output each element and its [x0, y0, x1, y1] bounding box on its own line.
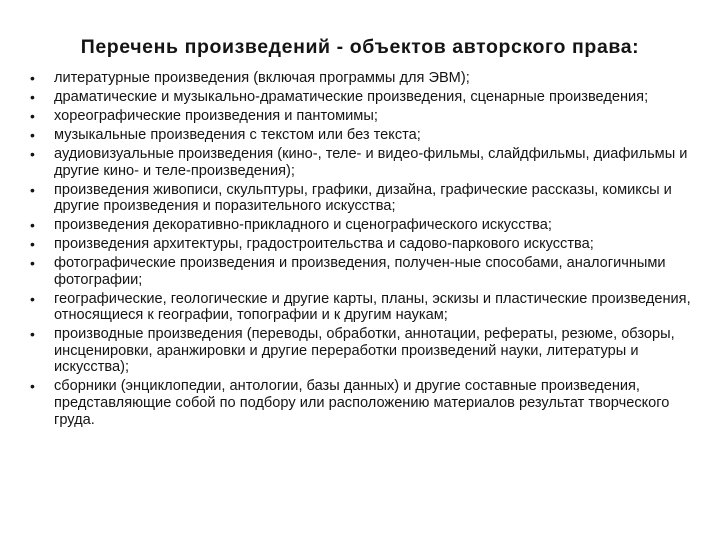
list-item	[28, 378, 692, 428]
list-item-text: сборники (энциклопедии, антологии, базы данных) и другие составные произведения, представляющие собой по подбору или расположению материалов результат творческого груда.	[54, 378, 670, 428]
list-item-text: производные произведения (переводы, обработки, аннотации, рефераты, резюме, обзоры, инсценировки, аранжировки и другие переработки произведений науки, литературы и искусства);	[54, 326, 675, 376]
list-item-text: географические, геологические и другие карты, планы, эскизы и пластические произведения, относящиеся к географии, топографии и к другим наукам;	[54, 290, 691, 324]
list-item-text: драматические и музыкально-драматические произведения, сценарные произведения;	[54, 88, 649, 105]
bullet-icon: •	[30, 70, 35, 86]
list-item	[28, 326, 692, 376]
list-item	[28, 146, 692, 179]
list-item-text: хореографические произведения и пантомимы;	[54, 107, 378, 124]
list-item	[28, 291, 692, 324]
list-item-text: произведения архитектуры, градостроительства и садово-паркового искусства;	[54, 236, 594, 253]
list-item-text: фотографические произведения и произведения, получен-ные способами, аналогичными фотографии;	[54, 255, 666, 288]
list-item-text: аудиовизуальные произведения (кино-, теле- и видео-фильмы, слайдфильмы, диафильмы и другие кино- и теле-произведения);	[54, 145, 688, 179]
bullet-icon: •	[30, 378, 35, 395]
bullet-icon: •	[30, 217, 35, 234]
list-item	[28, 236, 692, 253]
bullet-icon: •	[30, 126, 35, 143]
list-item-text: произведения живописи, скульптуры, графики, дизайна, графические рассказы, комиксы и другие произведения и поразительного искусства;	[54, 181, 672, 215]
list-item-text: музыкальные произведения с текстом или без текста;	[54, 126, 421, 143]
bullet-icon: •	[30, 255, 35, 272]
bullet-icon: •	[30, 107, 35, 124]
list-item-text: произведения декоративно-прикладного и сценографического искусства;	[54, 217, 552, 234]
list-item	[28, 70, 692, 87]
list-item	[28, 108, 692, 125]
bullet-icon: •	[30, 181, 35, 198]
slide-title: Перечень произведений - объектов авторского права:	[80, 36, 640, 58]
list-item-text: литературные произведения (включая программы для ЭВМ);	[54, 70, 470, 86]
bullet-icon: •	[30, 145, 35, 162]
bullet-icon: •	[30, 236, 35, 253]
bullet-icon: •	[30, 290, 35, 307]
list-item	[28, 127, 692, 144]
bullet-icon: •	[30, 326, 35, 343]
list-item	[28, 89, 692, 106]
bullet-icon: •	[30, 88, 35, 105]
list-item	[28, 182, 692, 215]
works-list	[28, 70, 692, 431]
list-item	[28, 217, 692, 234]
list-item	[28, 255, 692, 288]
